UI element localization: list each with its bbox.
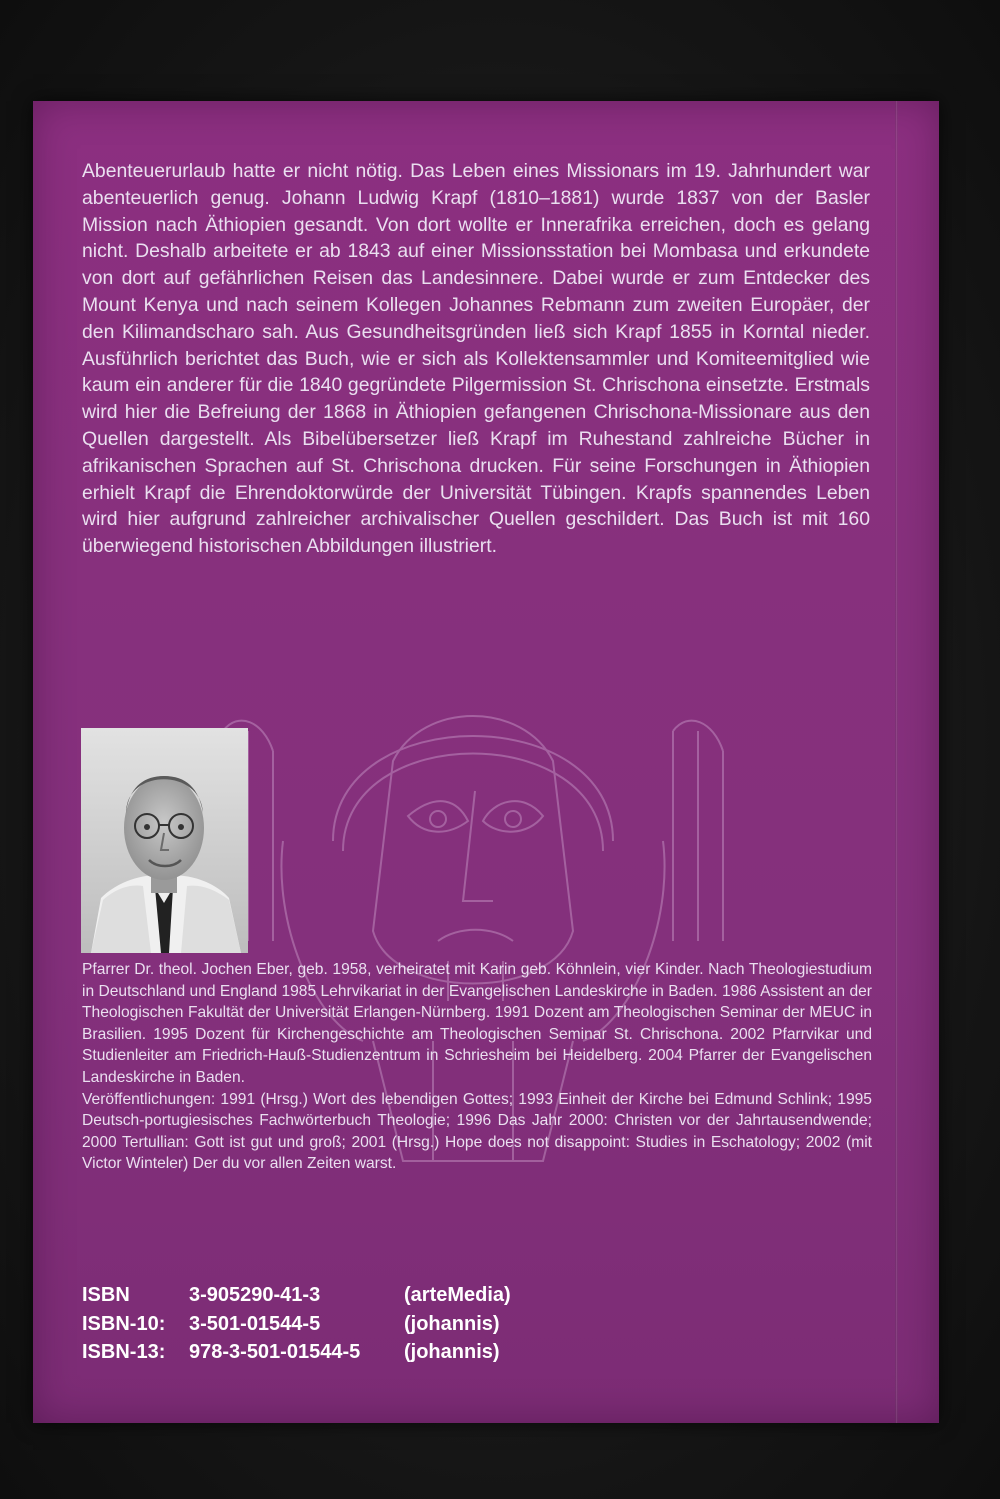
isbn-block	[82, 1281, 642, 1367]
author-publications: Veröffentlichungen: 1991 (Hrsg.) Wort des lebendigen Gottes; 1993 Einheit der Kirche bei Edmund Schlink; 1995 Deutsch-portugiesisches Fachwörterbuch Theologie; 1996 Das Jahr 2000: Christen vor der Jahrtausendwende; 2000 Tertullian: Gott ist gut und groß; 2001 (Hrsg.) Hope does not disappoint: Studies in Eschatology; 2002 (mit Victor Winteler) Der du vor allen Zeiten warst.	[82, 1090, 872, 1173]
author-bio-text: Pfarrer Dr. theol. Jochen Eber, geb. 1958, verheiratet mit Karin geb. Köhnlein, vier Kinder. Nach Theologiestudium in Deutschland und England 1985 Lehrvikariat in der Evangelischen Landeskirche in Baden. 1986 Assistent an der Theologischen Fakultät der Universität Erlangen-Nürnberg. 1991 Dozent am Theologischen Seminar der MEUC in Brasilien. 1995 Dozent für Kirchengeschichte am Theologischen Seminar St. Chrischona. 2002 Pfarrvikar und Studienleiter am Friedrich-Hauß-Studienzentrum in Schriesheim bei Heidelberg. 2004 Pfarrer der Evangelischen Landeskirche in Baden.	[82, 961, 872, 1086]
isbn-number: 3-501-01544-5	[189, 1312, 321, 1335]
isbn-row	[82, 1310, 642, 1339]
isbn-row	[82, 1281, 642, 1310]
spine-fold	[895, 101, 898, 1423]
author-photo	[81, 728, 248, 953]
isbn-number: 978-3-501-01544-5	[189, 1341, 361, 1363]
book-back-cover	[33, 101, 939, 1423]
author-bio	[82, 959, 872, 1175]
blurb-text: Abenteuerurlaub hatte er nicht nötig. Das Leben eines Missionars im 19. Jahrhundert war abenteuerlich genug. Johann Ludwig Krapf (1810–1881) wurde 1837 von der Basler Mission nach Äthiopien gesandt. Von dort wollte er Innerafrika erreichen, doch es gelang nicht. Deshalb arbeitete er ab 1843 auf einer Missionsstation bei Mombasa und erkundete von dort auf gefährlichen Reisen das Landesinnere. Dabei wurde er zum Entdecker des Mount Kenya und nach seinem Kollegen Johannes Rebmann zum zweiten Europäer, der den Kilimandscharo sah. Aus Gesundheitsgründen ließ sich Krapf 1855 in Korntal nieder. Ausführlich berichtet das Buch, wie er sich als Kollektensammler und Komiteemitglied wie kaum ein anderer für die 1840 gegründete Pilgermission St. Chrischona einsetzte. Erstmals wird hier die Befreiung der 1868 in Äthiopien gefangenen Chrischona-Missionare aus den Quellen dargestellt. Als Bibelübersetzer ließ Krapf im Ruhestand zahlreiche Bücher in afrikanischen Sprachen auf St. Chrischona drucken. Für seine Forschungen in Äthiopien erhielt Krapf die Ehrendoktorwürde der Universität Tübingen. Krapfs spannendes Leben wird hier aufgrund zahlreicher archivalischer Quellen geschildert. Das Buch ist mit 160 überwiegend historischen Abbildungen illustriert.	[82, 160, 870, 558]
isbn-row	[82, 1338, 642, 1367]
isbn-label: ISBN	[82, 1284, 130, 1306]
isbn-publisher: (arteMedia)	[404, 1284, 511, 1306]
isbn-label: ISBN-13:	[82, 1341, 166, 1363]
isbn-publisher: (johannis)	[404, 1341, 500, 1363]
isbn-number: 3-905290-41-3	[189, 1284, 321, 1306]
author-portrait-icon	[81, 728, 248, 953]
isbn-publisher: (johannis)	[404, 1312, 500, 1335]
isbn-label: ISBN-10:	[82, 1312, 166, 1335]
